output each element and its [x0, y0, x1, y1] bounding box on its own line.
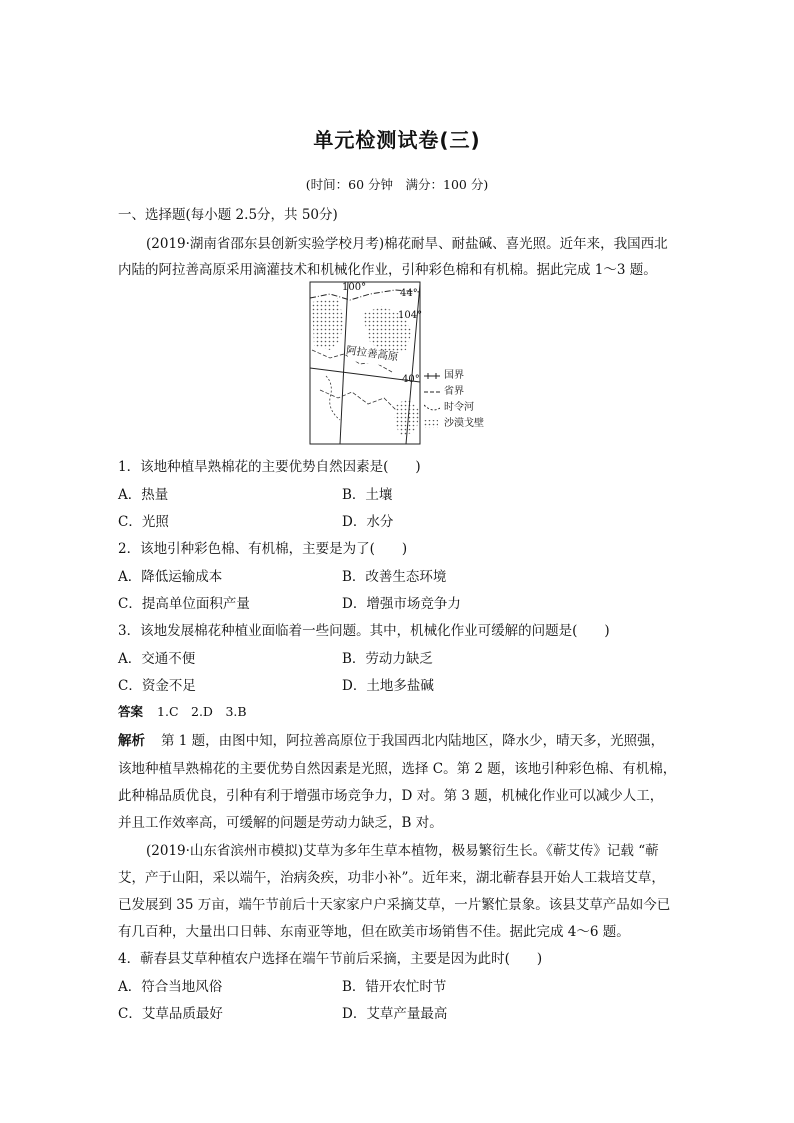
analysis-line-3: 此种棉品质优良，引种有利于增强市场竞争力，D 对。第 3 题，机械化作业可以减少人工，	[118, 788, 664, 804]
q2-option-d: D．增强市场竞争力	[342, 596, 461, 612]
intro-2-line-4: 有几百种，大量出口日韩、东南亚等地，但在欧美市场销售不佳。据此完成 4～6 题。	[118, 924, 630, 940]
answer-label: 答案	[118, 704, 144, 719]
legend-desert: 沙漠戈壁	[444, 418, 484, 429]
answer-row	[118, 702, 247, 720]
legend-national-border: 国界	[444, 370, 464, 381]
intro-2-line-3: 已发展到 35 万亩，端午节前后十天家家户户采摘艾草，一片繁忙景象。该县艾草产品如今已	[118, 897, 671, 913]
intro-1-line-2: 内陆的阿拉善高原采用滴灌技术和机械化作业，引种彩色棉和有机棉。据此完成 1～3 题。	[118, 262, 657, 278]
longitude-label-100: 100°	[342, 282, 367, 293]
q1-option-b: B．土壤	[342, 487, 393, 503]
q3-option-b: B．劳动力缺乏	[342, 651, 433, 667]
region-label: 阿拉善高原	[345, 344, 400, 364]
question-4-stem: 4．蕲春县艾草种植农户选择在端午节前后采摘，主要是因为此时( )	[118, 951, 543, 967]
intro-2-line-2: 艾，产于山阳，采以端午，治病灸疾，功非小补”。近年来，湖北蕲春县开始人工栽培艾草，	[118, 870, 665, 886]
q1-option-c: C．光照	[118, 514, 169, 530]
intro-2-line-1: (2019·山东省滨州市模拟)艾草为多年生草本植物，极易繁衍生长。《蕲艾传》记载 “蕲	[146, 843, 659, 859]
answer-text: 1.C 2.D 3.B	[157, 704, 247, 719]
analysis-label: 解析	[118, 733, 145, 749]
latitude-label-44: 44°	[400, 288, 418, 299]
q3-option-a: A．交通不便	[118, 651, 196, 667]
q2-option-c: C．提高单位面积产量	[118, 596, 250, 612]
q4-option-b: B．错开农忙时节	[342, 979, 447, 995]
legend-seasonal-river: 时令河	[444, 402, 474, 413]
intro-1-line-1: (2019·湖南省邵东县创新实验学校月考)棉花耐旱、耐盐碱、喜光照。近年来，我国西北	[146, 236, 668, 252]
page-title: 单元检测试卷(三)	[313, 128, 481, 152]
q4-option-a: A．符合当地风俗	[118, 979, 223, 995]
latitude-label-40: 40°	[402, 374, 420, 385]
analysis-line-2: 该地种植旱熟棉花的主要优势自然因素是光照，选择 C。第 2 题，该地引种彩色棉、有机棉，	[118, 761, 677, 777]
provincial-border-2	[320, 390, 396, 410]
meridian-100	[340, 282, 348, 444]
desert-area-west	[312, 298, 344, 350]
analysis-text-1: 第 1 题，由图中知，阿拉善高原位于我国西北内陆地区，降水少，晴天多，光照强，	[161, 733, 665, 749]
q1-option-a: A．热量	[118, 487, 169, 503]
legend-provincial-border: 省界	[444, 386, 464, 397]
q1-option-d: D．水分	[342, 514, 394, 530]
analysis-line-4: 并且工作效率高，可缓解的问题是劳动力缺乏，B 对。	[118, 815, 443, 831]
q3-option-d: D．土地多盐碱	[342, 678, 434, 694]
q4-option-d: D．艾草产量最高	[342, 1006, 448, 1022]
q4-option-c: C．艾草品质最好	[118, 1006, 223, 1022]
longitude-label-104: 104°	[398, 310, 423, 321]
analysis-line-1	[118, 729, 664, 749]
question-1-stem: 1．该地种植旱熟棉花的主要优势自然因素是( )	[118, 459, 421, 475]
q3-option-c: C．资金不足	[118, 678, 196, 694]
question-3-stem: 3．该地发展棉花种植业面临着一些问题。其中，机械化作业可缓解的问题是( )	[118, 623, 610, 639]
exam-info: (时间：60 分钟 满分：100 分)	[305, 177, 489, 192]
q2-option-a: A．降低运输成本	[118, 569, 223, 585]
question-2-stem: 2．该地引种彩色棉、有机棉，主要是为了( )	[118, 541, 408, 557]
section-heading: 一、选择题(每小题 2.5分，共 50分)	[118, 207, 338, 223]
q2-option-b: B．改善生态环境	[342, 569, 447, 585]
